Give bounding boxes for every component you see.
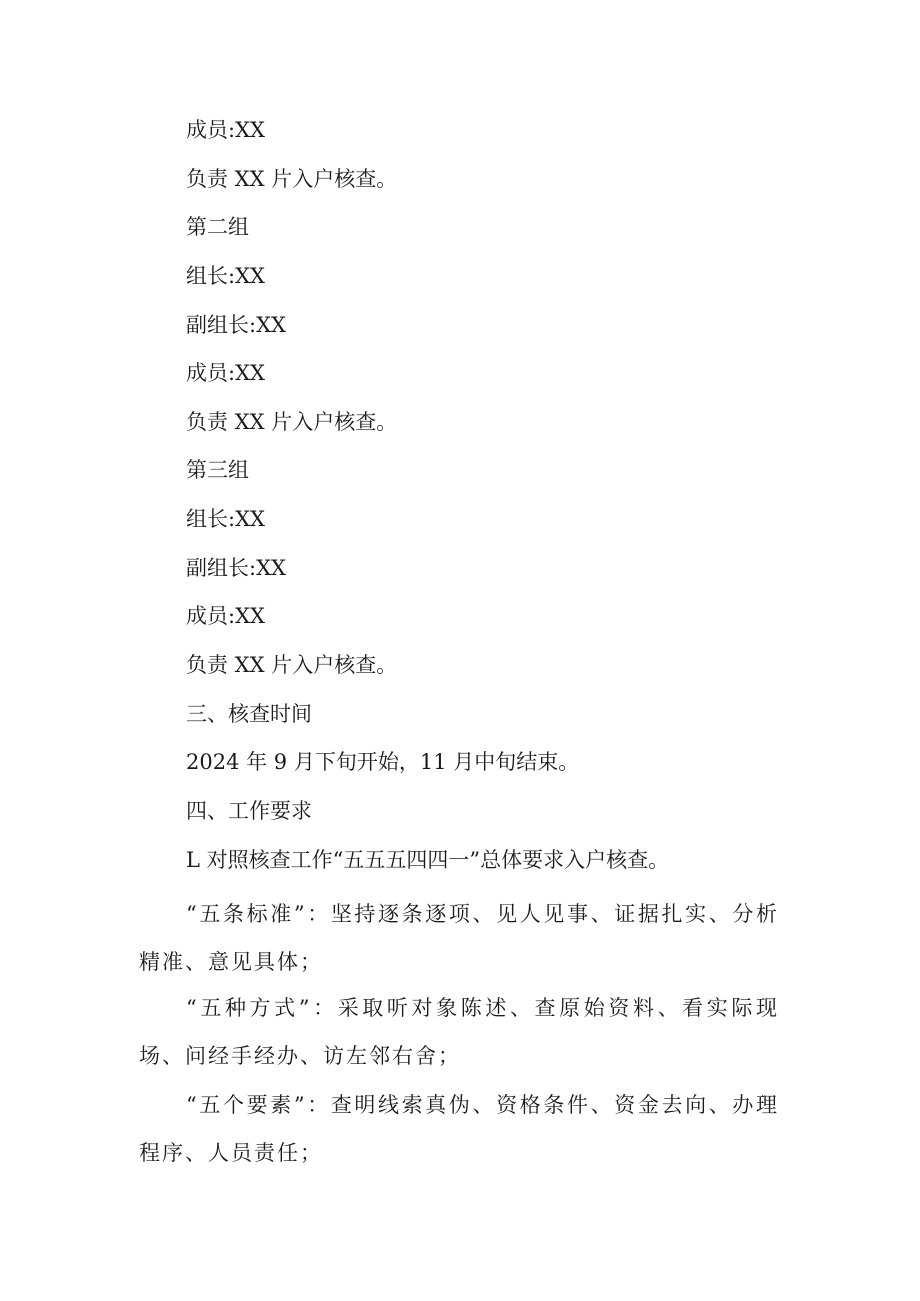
member-line-group1: 成员:XX	[186, 118, 265, 142]
section-heading-work-requirements: 四、工作要求	[186, 799, 312, 823]
deputy-leader-line-group3: 副组长:XX	[186, 556, 286, 580]
five-elements-paragraph: “五个要素”：查明线索真伪、资格条件、资金去向、办理程序、人员责任；	[139, 1093, 779, 1165]
section-heading-check-time: 三、核查时间	[186, 702, 312, 726]
leader-line-group2: 组长:XX	[186, 264, 265, 288]
group-heading-3: 第三组	[186, 458, 249, 482]
five-standards-paragraph: “五条标准”：坚持逐条逐项、见人见事、证据扎实、分析精准、意见具体；	[139, 902, 779, 974]
check-time-text: 2024 年 9 月下旬开始，11 月中旬结束。	[186, 750, 580, 774]
leader-line-group3: 组长:XX	[186, 507, 265, 531]
member-line-group3: 成员:XX	[186, 604, 265, 628]
group-heading-2: 第二组	[186, 215, 249, 239]
member-line-group2: 成员:XX	[186, 361, 265, 385]
five-methods-paragraph: “五种方式”：采取听对象陈述、查原始资料、看实际现场、问经手经办、访左邻右舍；	[139, 996, 779, 1068]
responsibility-line-group3: 负责 XX 片入户核查。	[186, 653, 398, 677]
deputy-leader-line-group2: 副组长:XX	[186, 313, 286, 337]
requirement-item-1: L 对照核查工作“五五五四四一”总体要求入户核查。	[186, 848, 670, 872]
responsibility-line-group2: 负责 XX 片入户核查。	[186, 410, 398, 434]
responsibility-line-group1: 负责 XX 片入户核查。	[186, 167, 398, 191]
